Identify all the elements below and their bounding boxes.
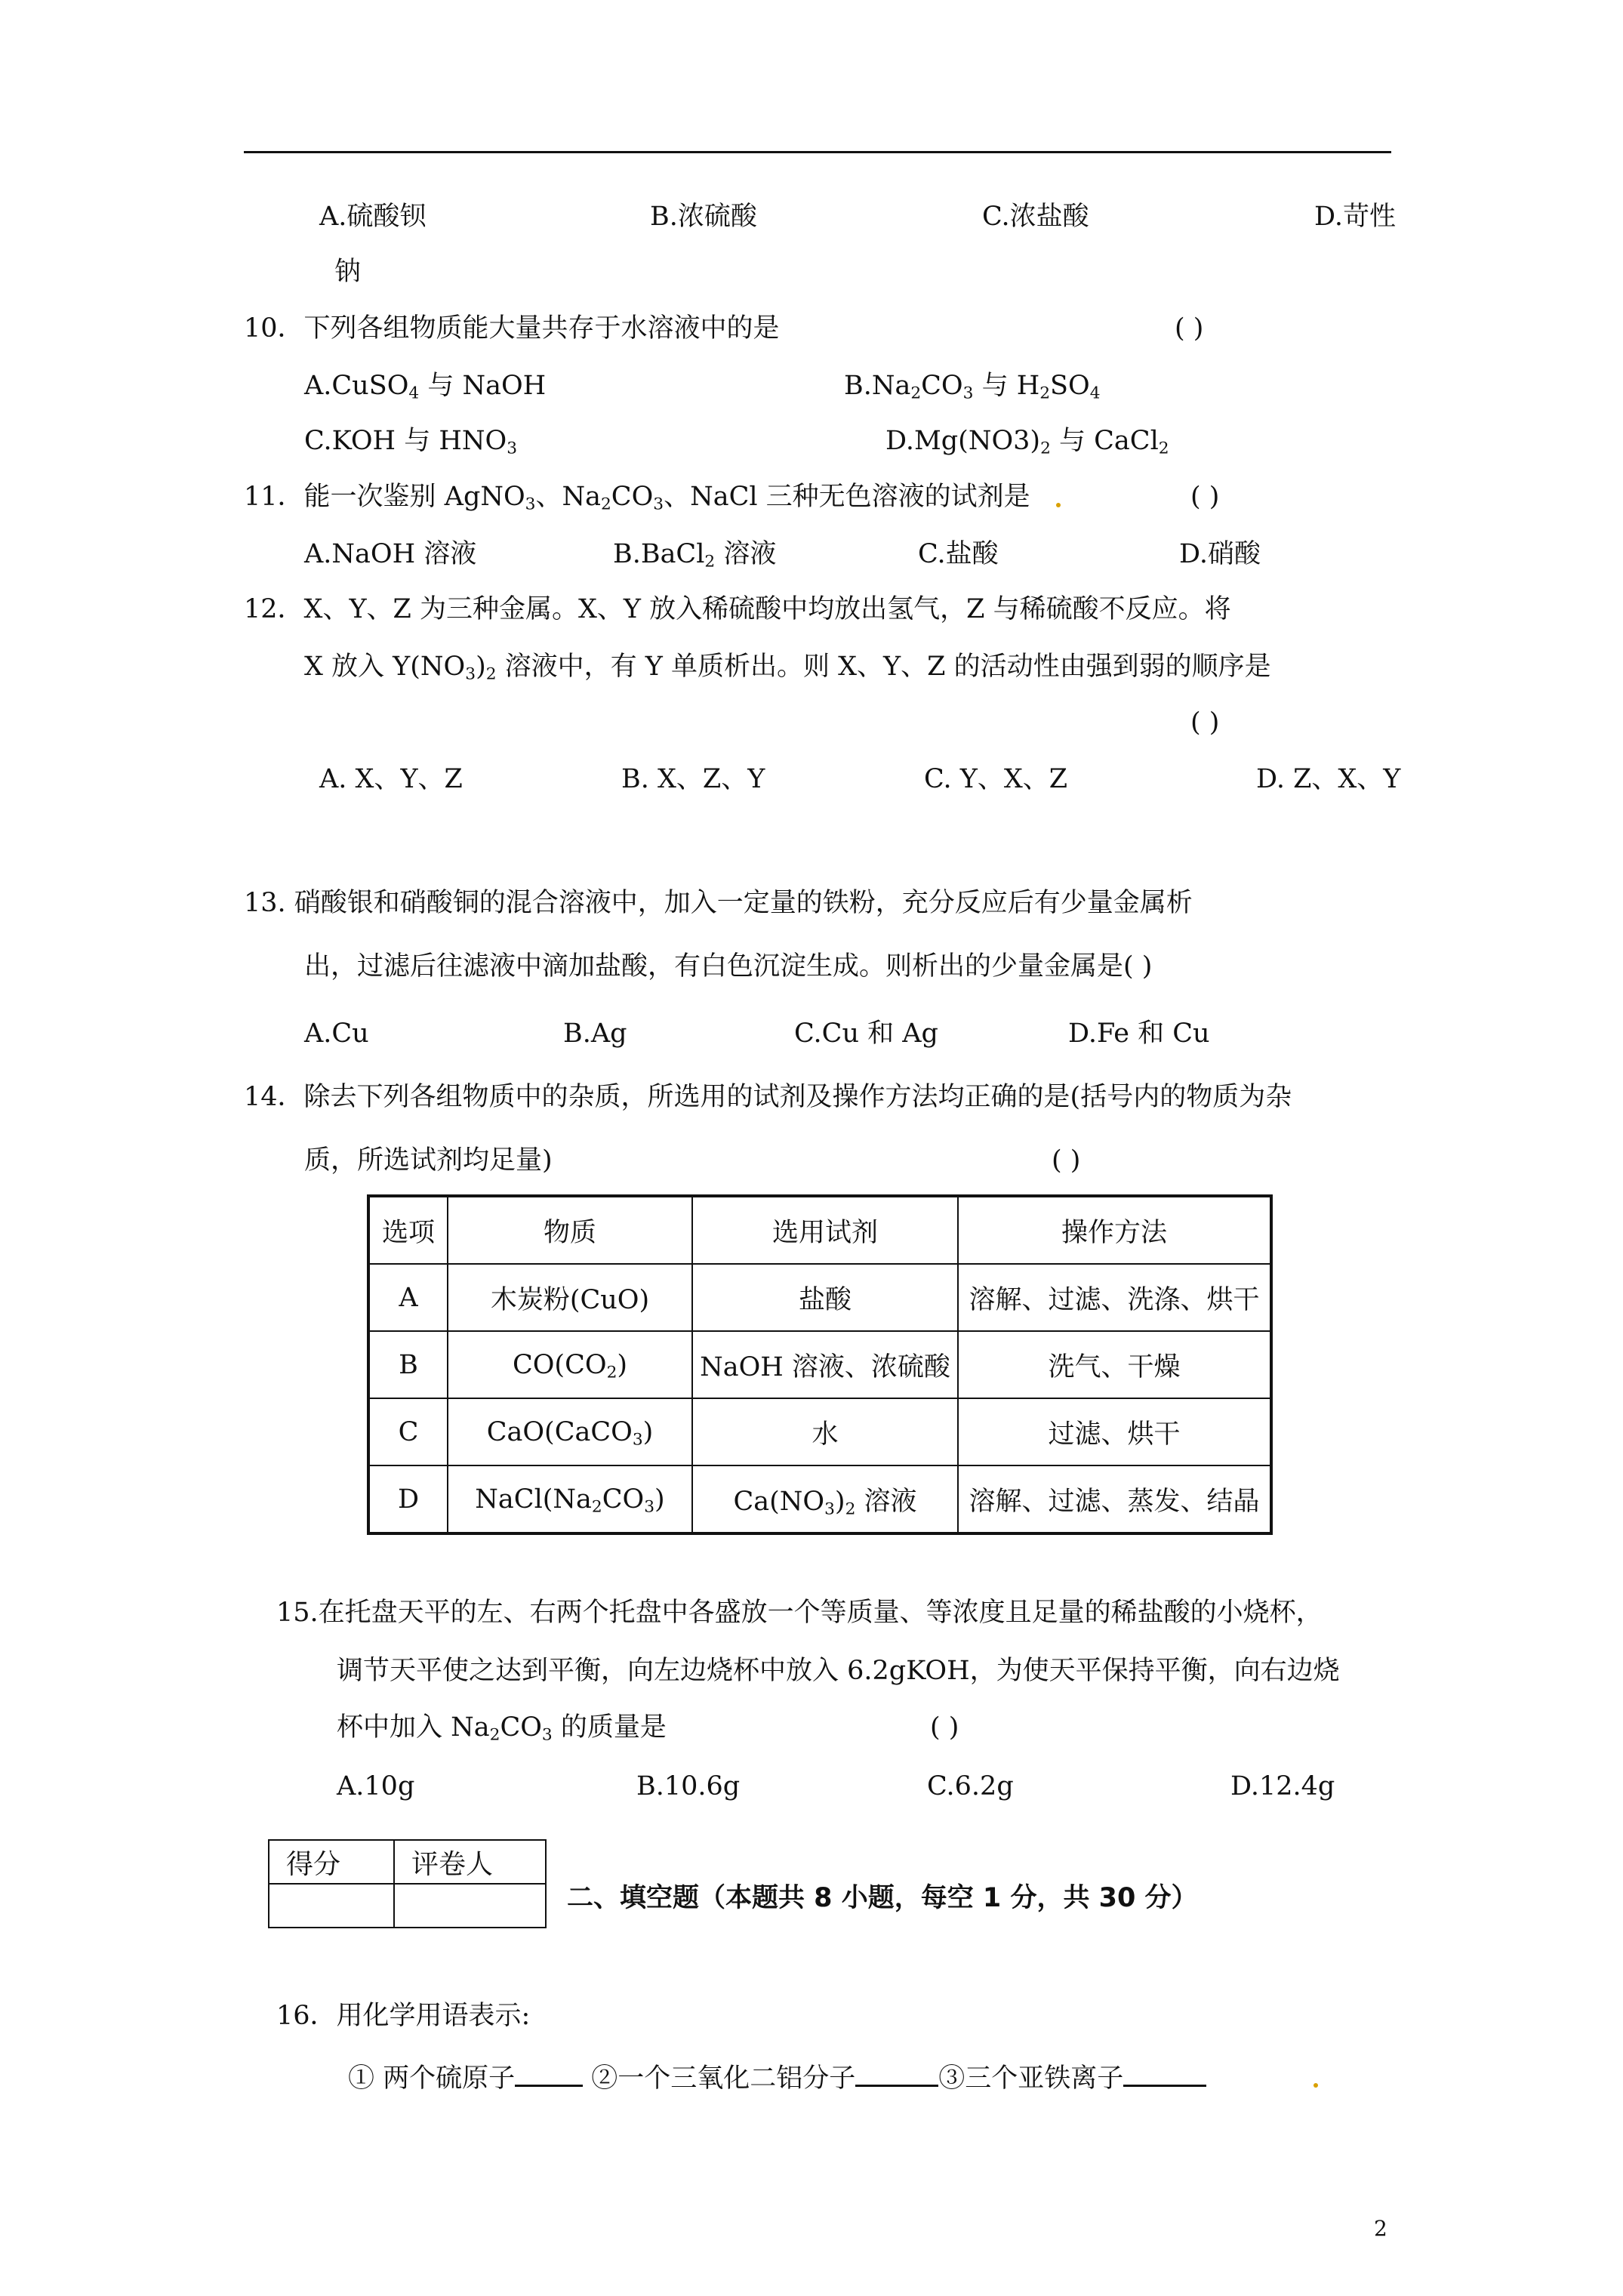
section2-title: 二、填空题（本题共 8 小题，每空 1 分，共 30 分） [567,1883,1198,1913]
q10-paren: ( ) [1175,313,1204,344]
q13-option-c: C.Cu 和 Ag [794,1019,938,1049]
q9-option-d-cont: 钠 [334,257,362,287]
q9-option-b: B.浓硫酸 [650,202,757,232]
table-cell: CaO(CaCO$_3$) [448,1398,692,1465]
q15-line3: 杯中加入 $Na_2CO_3$ 的质量是 [337,1712,667,1745]
q12-line1: 12．X、Y、Z 为三种金属。X、Y 放入稀硫酸中均放出氢气，Z 与稀硫酸不反应。将 [244,594,1231,624]
q11-paren: ( ) [1190,482,1220,512]
table-row [368,1331,1271,1398]
table-row [368,1465,1271,1533]
table-cell: 水 [692,1398,958,1465]
q10-option-a: A.CuSO$_4$ 与 NaOH [304,371,547,403]
table-cell: A [368,1264,448,1331]
q10-option-c: C.KOH 与 $HNO_3$ [304,426,517,458]
grader-field[interactable] [394,1884,546,1928]
table-cell: 溶解、过滤、洗涤、烘干 [958,1264,1271,1331]
q11-option-d: D.硝酸 [1179,539,1261,569]
q10-option-b: $B.Na_2CO_3$ 与 $H_2SO_4$ [844,371,1101,403]
q16-item2: ②一个三氧化二铝分子 [591,2063,856,2094]
table-cell: $Ca(NO_3)_2$ 溶液 [692,1465,958,1533]
q14-options-table [367,1194,1273,1535]
table-row [368,1398,1271,1465]
q13-line2: 出，过滤后往滤液中滴加盐酸，有白色沉淀生成。则析出的少量金属是( ) [304,951,1153,982]
table-cell: $CO(CO_2)$ [448,1331,692,1398]
q16-stem: 16．用化学用语表示: [276,2001,531,2031]
q13-line1: 13. 硝酸银和硝酸铜的混合溶液中，加入一定量的铁粉，充分反应后有少量金属析 [244,888,1193,918]
table-row [368,1264,1271,1331]
q15-paren: ( ) [930,1712,959,1743]
table-cell: 洗气、干燥 [958,1331,1271,1398]
q11-option-a: A.NaOH 溶液 [304,539,477,569]
q14-line1: 14．除去下列各组物质中的杂质，所选用的试剂及操作方法均正确的是(括号内的物质为杂 [244,1082,1292,1112]
q10-option-d: $D.Mg(NO3)_2$ 与 CaCl$_2$ [885,426,1169,458]
q9-option-a: A.硫酸钡 [319,202,427,232]
q16-items [348,2062,1206,2092]
q13-option-a: A.Cu [304,1019,369,1049]
header-rule [244,151,1391,153]
q12-option-b: B. X、Z、Y [621,764,765,794]
q9-option-d: D.苛性 [1314,202,1396,232]
table-cell: 木炭粉(CuO) [448,1264,692,1331]
table-cell: D [368,1465,448,1533]
table-cell: C [368,1398,448,1465]
q15-option-a: A.10g [337,1771,415,1801]
score-field[interactable] [269,1884,394,1928]
q16-blank3[interactable] [1123,2062,1206,2087]
q16-item1: ① 两个硫原子 [348,2063,516,2094]
table-header-cell: 物质 [448,1196,692,1264]
q15-option-c: C.6.2g [927,1771,1014,1801]
page-number: 2 [1374,2216,1387,2241]
q12-option-a: A. X、Y、Z [319,764,463,794]
table-cell: $NaCl(Na_2CO_3)$ [448,1465,692,1533]
table-header-cell: 选用试剂 [692,1196,958,1264]
q12-line2: X 放入 $Y(NO_3)_2$ 溶液中，有 Y 单质析出。则 X、Y、Z 的活动性由强到弱的顺序是 [304,652,1271,684]
q12-paren: ( ) [1190,707,1220,738]
q16-item3: ③三个亚铁离子 [938,2063,1124,2094]
table-header-cell: 操作方法 [958,1196,1271,1264]
grader-label: 评卷人 [394,1840,546,1884]
table-cell: 溶解、过滤、蒸发、结晶 [958,1465,1271,1533]
q16-blank1[interactable] [515,2062,583,2087]
q11-option-c: C.盐酸 [918,539,999,569]
q12-option-c: C. Y、X、Z [924,764,1068,794]
score-label: 得分 [269,1840,394,1884]
q11-stem: 11．能一次鉴别 AgNO$_3$、$Na_2CO_3$、NaCl 三种无色溶液的试剂是 [244,482,1030,514]
q15-option-d: D.12.4g [1230,1771,1335,1801]
table-header-row [368,1196,1271,1264]
q16-blank2[interactable] [855,2062,938,2087]
q13-option-d: D.Fe 和 Cu [1068,1019,1210,1049]
score-box [268,1839,547,1928]
table-cell: B [368,1331,448,1398]
table-cell: 过滤、烘干 [958,1398,1271,1465]
q9-option-c: C.浓盐酸 [982,202,1089,232]
table-cell: NaOH 溶液、浓硫酸 [692,1331,958,1398]
q14-paren: ( ) [1052,1145,1081,1176]
q15-line2: 调节天平使之达到平衡，向左边烧杯中放入 6.2gKOH，为使天平保持平衡，向右边烧 [337,1656,1340,1686]
q13-option-b: B.Ag [563,1019,627,1049]
table-header-cell: 选项 [368,1196,448,1264]
table-cell: 盐酸 [692,1264,958,1331]
q11-option-b: B.BaCl$_2$ 溶液 [613,539,777,572]
q15-option-b: B.10.6g [636,1771,741,1801]
q14-line2: 质，所选试剂均足量) [304,1145,553,1176]
stray-dot [1313,2083,1318,2088]
q12-option-d: D. Z、X、Y [1256,764,1401,794]
q10-stem: 10．下列各组物质能大量共存于水溶液中的是 [244,313,780,344]
stray-dot [1056,503,1061,507]
q15-line1: 15.在托盘天平的左、右两个托盘中各盛放一个等质量、等浓度且足量的稀盐酸的小烧杯， [276,1598,1323,1628]
